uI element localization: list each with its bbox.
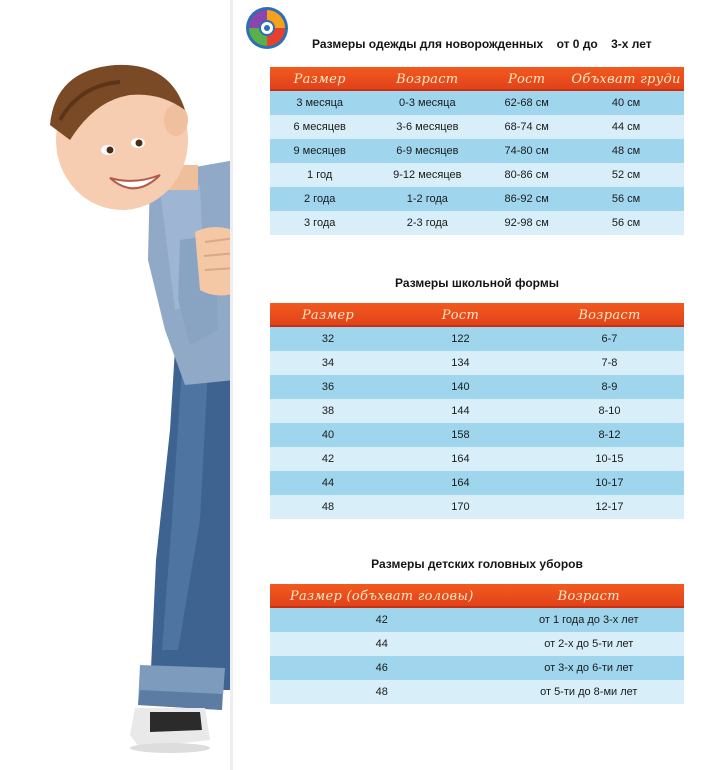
cell-age: 6-7: [535, 327, 684, 351]
table-row: [270, 447, 684, 471]
cell-height: 164: [386, 447, 535, 471]
table-row: [270, 608, 684, 632]
cell-age: 3-6 месяцев: [369, 115, 485, 139]
cell-size: 3 года: [270, 211, 369, 235]
cell-age: 8-10: [535, 399, 684, 423]
headwear-sizes-table: [270, 584, 684, 704]
header-height: Рост: [485, 67, 568, 91]
table-row: [270, 211, 684, 235]
header-age: Возраст: [535, 303, 684, 327]
table-row: [270, 115, 684, 139]
cell-age: 9-12 месяцев: [369, 163, 485, 187]
cell-size: 36: [270, 375, 386, 399]
cell-size: 40: [270, 423, 386, 447]
boy-illustration: [0, 0, 245, 770]
header-head-size: Размер (объхват головы): [270, 584, 494, 608]
cell-height: 140: [386, 375, 535, 399]
school-uniform-table: [270, 303, 684, 519]
cell-size: 44: [270, 471, 386, 495]
table-row: [270, 375, 684, 399]
cell-age: 7-8: [535, 351, 684, 375]
cell-age: 8-9: [535, 375, 684, 399]
cell-size: 44: [270, 632, 494, 656]
school-uniform-title: Размеры школьной формы: [395, 276, 559, 290]
cell-height: 170: [386, 495, 535, 519]
table-row: [270, 187, 684, 211]
cell-age: от 5-ти до 8-ми лет: [494, 680, 684, 704]
table-header-row: [270, 584, 684, 608]
cell-age: 2-3 года: [369, 211, 485, 235]
cell-age: 1-2 года: [369, 187, 485, 211]
cell-age: 0-3 месяца: [369, 91, 485, 115]
cell-size: 9 месяцев: [270, 139, 369, 163]
cell-size: 42: [270, 447, 386, 471]
header-size: Размер: [270, 303, 386, 327]
table-row: [270, 351, 684, 375]
cell-size: 38: [270, 399, 386, 423]
table-row: [270, 680, 684, 704]
table-row: [270, 163, 684, 187]
table-row: [270, 399, 684, 423]
cell-size: 46: [270, 656, 494, 680]
cell-age: от 2-х до 5-ти лет: [494, 632, 684, 656]
cell-height: 164: [386, 471, 535, 495]
cell-chest: 40 см: [568, 91, 684, 115]
table-header-row: [270, 303, 684, 327]
cell-chest: 48 см: [568, 139, 684, 163]
cell-height: 62-68 см: [485, 91, 568, 115]
table-row: [270, 471, 684, 495]
boy-photo: [0, 0, 245, 770]
cell-size: 48: [270, 495, 386, 519]
table-row: [270, 423, 684, 447]
cell-height: 122: [386, 327, 535, 351]
table-row: [270, 495, 684, 519]
cell-height: 158: [386, 423, 535, 447]
cell-chest: 56 см: [568, 187, 684, 211]
cell-size: 32: [270, 327, 386, 351]
cell-height: 68-74 см: [485, 115, 568, 139]
cell-height: 86-92 см: [485, 187, 568, 211]
cell-size: 1 год: [270, 163, 369, 187]
cell-age: от 1 года до 3-х лет: [494, 608, 684, 632]
cell-age: 8-12: [535, 423, 684, 447]
table-row: [270, 91, 684, 115]
spiral-logo-icon: [245, 6, 289, 50]
cell-age: 6-9 месяцев: [369, 139, 485, 163]
header-chest: Объхват груди: [568, 67, 684, 91]
cell-age: 12-17: [535, 495, 684, 519]
header-height: Рост: [386, 303, 535, 327]
cell-size: 48: [270, 680, 494, 704]
headwear-sizes-title: Размеры детских головных уборов: [371, 557, 583, 571]
table-row: [270, 139, 684, 163]
cell-height: 144: [386, 399, 535, 423]
header-age: Возраст: [369, 67, 485, 91]
cell-size: 6 месяцев: [270, 115, 369, 139]
header-size: Размер: [270, 67, 369, 91]
cell-size: 3 месяца: [270, 91, 369, 115]
cell-chest: 56 см: [568, 211, 684, 235]
newborn-sizes-table: [270, 67, 684, 235]
header-age: Возраст: [494, 584, 684, 608]
cell-height: 92-98 см: [485, 211, 568, 235]
cell-age: 10-15: [535, 447, 684, 471]
cell-height: 80-86 см: [485, 163, 568, 187]
cell-height: 74-80 см: [485, 139, 568, 163]
table-header-row: [270, 67, 684, 91]
cell-size: 34: [270, 351, 386, 375]
table-row: [270, 656, 684, 680]
cell-age: 10-17: [535, 471, 684, 495]
table-row: [270, 632, 684, 656]
cell-chest: 44 см: [568, 115, 684, 139]
cell-chest: 52 см: [568, 163, 684, 187]
cell-age: от 3-х до 6-ти лет: [494, 656, 684, 680]
cell-height: 134: [386, 351, 535, 375]
cell-size: 42: [270, 608, 494, 632]
table-row: [270, 327, 684, 351]
newborn-sizes-title: Размеры одежды для новорожденных от 0 до 3-х лет: [312, 37, 652, 51]
cell-size: 2 года: [270, 187, 369, 211]
